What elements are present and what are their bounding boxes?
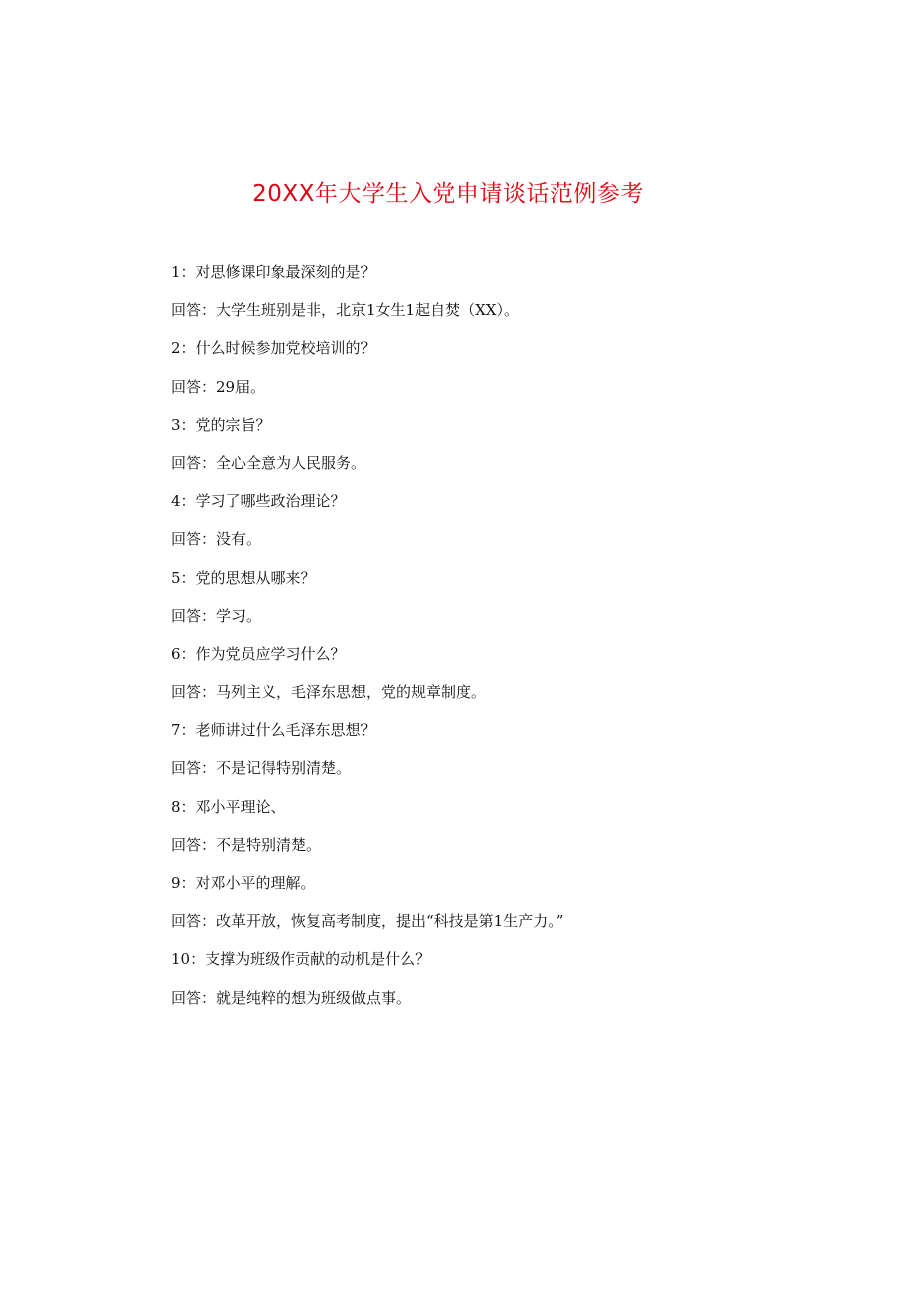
answer-line: 回答：不是特别清楚。: [171, 835, 322, 854]
answer-line: 回答：马列主义，毛泽东思想，党的规章制度。: [171, 683, 487, 702]
answer-line: 回答：全心全意为人民服务。: [171, 453, 367, 472]
answer-line: 回答：改革开放，恢复高考制度，提出“科技是第1生产力。”: [171, 912, 564, 931]
qa-list: [171, 257, 871, 1021]
answer-line: 回答：大学生班别是非，北京1女生1起自焚（XX）。: [171, 301, 519, 320]
question-line: 8：邓小平理论、: [171, 797, 286, 816]
answer-line: 回答：29届。: [171, 377, 266, 396]
answer-line: 回答：没有。: [171, 530, 262, 549]
question-line: 9：对邓小平的理解。: [171, 874, 316, 892]
question-line: 1：对思修课印象最深刻的是？: [171, 263, 376, 281]
answer-line: 回答：不是记得特别清楚。: [171, 759, 352, 778]
question-line: 3：党的宗旨？: [171, 415, 271, 434]
document-title: 20XX年大学生入党申请谈话范例参考: [252, 181, 644, 207]
question-line: 2：什么时候参加党校培训的？: [171, 339, 376, 358]
answer-line: 回答：学习。: [171, 606, 262, 625]
question-line: 10：支撑为班级作贡献的动机是什么？: [171, 950, 431, 969]
question-line: 6：作为党员应学习什么？: [171, 644, 346, 663]
question-line: 7：老师讲过什么毛泽东思想？: [171, 721, 376, 740]
question-line: 5：党的思想从哪来？: [171, 568, 316, 587]
answer-line: 回答：就是纯粹的想为班级做点事。: [171, 988, 412, 1007]
question-line: 4：学习了哪些政治理论？: [171, 492, 346, 511]
